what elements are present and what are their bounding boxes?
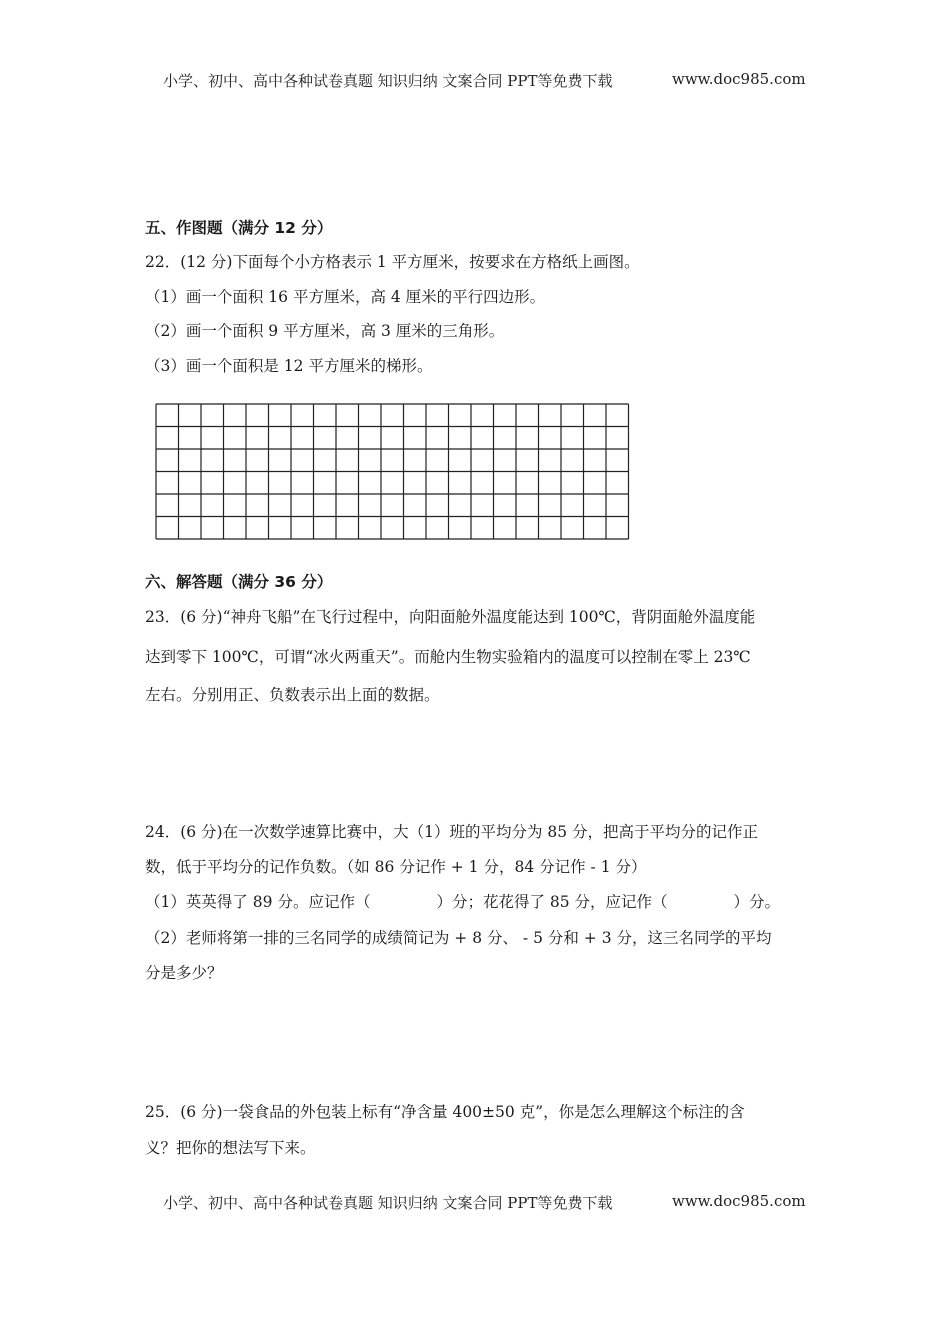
q23-line-3: 左右。分别用正、负数表示出上面的数据。 [145, 686, 440, 704]
q24-part-1-text-b: ）分；花花得了 85 分，应记作（ [436, 893, 668, 911]
q22-stem: 22．(12 分)下面每个小方格表示 1 平方厘米，按要求在方格纸上画图。 [145, 253, 640, 271]
q24-part-1 [145, 890, 780, 912]
q24-part-2-line-2: 分是多少？ [145, 964, 223, 982]
square-grid-paper[interactable] [155, 403, 635, 541]
q22-item-2: （2）画一个面积 9 平方厘米，高 3 厘米的三角形。 [145, 322, 505, 340]
page-header-url[interactable]: www.doc985.com [672, 70, 806, 88]
q25-line-2: 义？把你的想法写下来。 [145, 1139, 316, 1157]
q22-item-3: （3）画一个面积是 12 平方厘米的梯形。 [145, 357, 433, 375]
q24-line-1: 24．(6 分)在一次数学速算比赛中，大（1）班的平均分为 85 分，把高于平均分的记作正 [145, 823, 759, 841]
q24-part-1-text-a: （1）英英得了 89 分。应记作（ [145, 893, 371, 911]
page-footer-text: 小学、初中、高中各种试卷真题 知识归纳 文案合同 PPT等免费下载 [163, 1194, 613, 1212]
page-footer-url[interactable]: www.doc985.com [672, 1192, 806, 1210]
section-6-title: 六、解答题（满分 36 分） [145, 573, 333, 591]
section-5-title: 五、作图题（满分 12 分） [145, 219, 333, 237]
q22-item-1: （1）画一个面积 16 平方厘米，高 4 厘米的平行四边形。 [145, 288, 546, 306]
q23-line-1: 23．(6 分)“神舟飞船”在飞行过程中，向阳面舱外温度能达到 100℃，背阴面舱外温度能 [145, 608, 756, 626]
q24-line-2: 数，低于平均分的记作负数。（如 86 分记作 + 1 分，84 分记作 - 1 分） [145, 858, 647, 876]
q23-line-2: 达到零下 100℃，可谓“冰火两重天”。而舱内生物实验箱内的温度可以控制在零上 23℃ [145, 648, 751, 666]
q24-part-1-text-c: ）分。 [733, 893, 781, 911]
q25-line-1: 25．(6 分)一袋食品的外包装上标有“净含量 400±50 克”，你是怎么理解这个标注的含 [145, 1103, 745, 1121]
page-header-text: 小学、初中、高中各种试卷真题 知识归纳 文案合同 PPT等免费下载 [163, 72, 613, 90]
q24-part-2-line-1: （2）老师将第一排的三名同学的成绩简记为 + 8 分、 - 5 分和 + 3 分，这三名同学的平均 [145, 929, 772, 947]
